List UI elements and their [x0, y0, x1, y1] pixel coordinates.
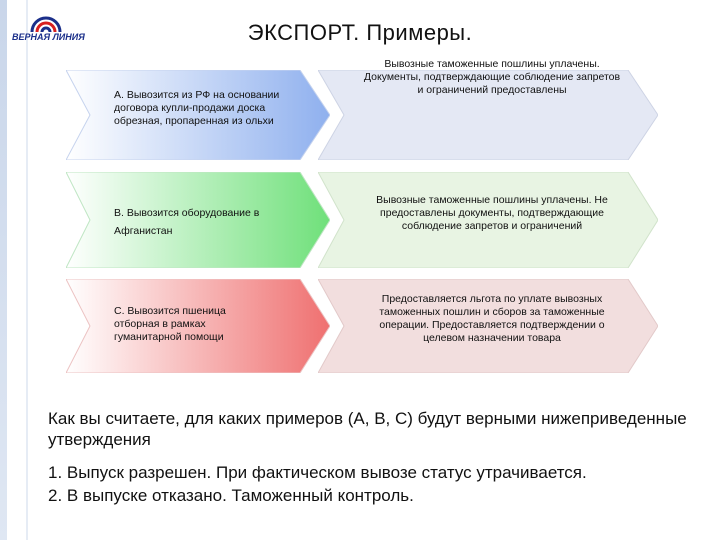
example-b-left-chevron — [66, 172, 330, 268]
example-a-right-chevron — [318, 58, 658, 160]
example-c-result: Предоставляется льгота по уплате вывозных таможенных пошлин и сборов за таможенные операции. Предоставляется подтверждении о целевом назначении товара — [379, 293, 605, 344]
left-decor-line — [26, 0, 28, 540]
example-c-left-chevron — [66, 279, 330, 373]
example-c-right-chevron — [318, 279, 658, 373]
example-b-result: Вывозные таможенные пошлины уплачены. Не предоставлены документы, подтверждающие соблюдение запретов и ограничений — [376, 194, 608, 232]
question-text: Как вы считаете, для каких примеров (А, В, С) будут верными нижеприведенные утверждения — [48, 409, 687, 449]
example-a-left-chevron — [66, 70, 330, 160]
example-b-text: В. Вывозится оборудование в Афганистан — [114, 207, 260, 237]
example-a-result: Вывозные таможенные пошлины уплачены. Документы, подтверждающие соблюдение запретов и ограничений предоставлены — [363, 58, 621, 96]
statement-2: 2. В выпуске отказано. Таможенный контроль. — [48, 486, 414, 505]
example-c-text: С. Вывозится пшеница отборная в рамках гуманитарной помощи — [114, 305, 226, 343]
example-b-right-chevron — [318, 172, 658, 268]
left-decor-bar — [0, 0, 7, 540]
example-a-text: А. Вывозится из РФ на основании договора купли-продажи доска обрезная, пропаренная из ольхи — [114, 89, 280, 127]
logo-text: ВЕРНАЯ ЛИНИЯ — [12, 32, 85, 42]
statement-1: 1. Выпуск разрешен. При фактическом вывозе статус утрачивается. — [48, 463, 587, 482]
page-title: ЭКСПОРТ. Примеры. — [247, 20, 473, 45]
